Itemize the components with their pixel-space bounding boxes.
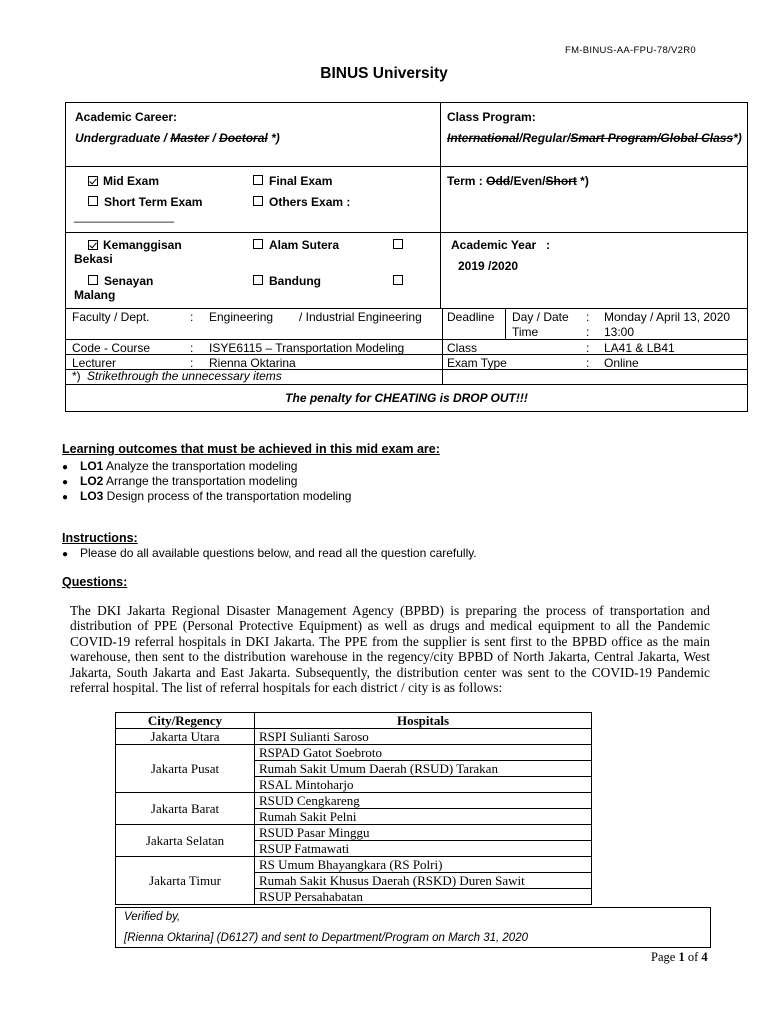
list-item [62,459,351,474]
exam-type-colon: : [586,356,590,370]
hospital-table [115,712,592,905]
question-paragraph: The DKI Jakarta Regional Disaster Management Agency (BPBD) is preparing the process of transportation and distribution of PPE (Personal Protective Equipment) as well as drugs and medical equipment to all the Pandemic COVID-19 referral hospitals in DKI Jakarta. The PPE from the supplier is sent first to the BPBD office as the main warehouse, then sent to the distribution warehouse in the regency/city BPBD of North Jakarta, Central Jakarta, West Jakarta, South Jakarta and East Jakarta. Subsequently, the distribution center was sent to the COVID-19 Pandemic referral hospital. The list of referral hospitals for each district / city is as follows: [70,603,710,696]
unchecked-box-icon [253,175,263,185]
divider [440,102,441,308]
lo-text: Design process of the transportation modeling [103,489,352,503]
hospital-cell: RSPAD Gatot Soebroto [255,745,592,761]
city-cell: Jakarta Barat [116,793,255,825]
divider [65,308,748,309]
campus-alam-sutera: Alam Sutera [269,238,340,252]
class-program-label: Class Program: [447,110,536,124]
hospital-cell: RSPI Sulianti Saroso [255,729,592,745]
bullet-icon: ● [62,477,69,488]
checkbox-bandung[interactable] [253,274,321,288]
lo-code: LO2 [80,474,104,488]
faculty-colon: : [190,310,194,324]
term-short: Short [545,174,577,188]
academic-year-value: 2019 /2020 [458,259,519,273]
hospital-cell: RSAL Mintoharjo [255,777,592,793]
lecturer-label: Lecturer [72,356,117,370]
campus-malang: Malang [74,288,116,302]
hospital-cell: RS Umum Bhayangkara (RS Polri) [255,857,592,873]
city-cell: Jakarta Selatan [116,825,255,857]
table-row [116,793,592,809]
day-date-value: Monday / April 13, 2020 [604,310,731,324]
unchecked-box-icon [393,239,403,249]
page-of: of [684,950,702,964]
others-exam-label: Others Exam : [269,195,351,209]
day-date-colon: : [586,310,590,324]
class-program-value [447,131,742,145]
checkbox-malang[interactable] [393,274,409,288]
term-label: Term : [447,174,487,188]
term-note: *) [576,174,589,188]
academic-career-label: Academic Career: [75,110,178,124]
bullet-icon: ● [62,462,69,473]
checkbox-final-exam[interactable] [253,174,332,188]
unchecked-box-icon [253,239,263,249]
exam-type-value: Online [604,356,639,370]
bullet-icon: ● [62,492,69,503]
exam-header-table [65,102,748,412]
divider [65,339,748,340]
hospital-cell: RSUD Pasar Minggu [255,825,592,841]
class-label: Class [447,341,478,355]
penalty-warning: The penalty for CHEATING is DROP OUT!!! [285,391,528,405]
unchecked-box-icon [253,275,263,285]
academic-year-label: Academic Year : [451,238,551,252]
campus-kemanggisan: Kemanggisan [103,238,182,252]
university-title: BINUS University [320,65,448,82]
career-note: *) [267,131,280,145]
checkbox-bekasi[interactable] [393,238,409,252]
page-current: 1 [678,950,685,964]
learning-outcomes-heading: Learning outcomes that must be achieved in this mid exam are: [62,442,440,456]
program-note: *) [733,131,742,145]
final-exam-label: Final Exam [269,174,333,188]
table-header-row [116,713,592,729]
term-even: /Even/ [510,174,546,188]
hospital-cell: RSUD Cengkareng [255,793,592,809]
code-course-value: ISYE6115 – Transportation Modeling [209,341,405,355]
hospital-cell: Rumah Sakit Khusus Daerah (RSKD) Duren Sawit [255,873,592,889]
academic-career-value [75,131,280,145]
table-row [116,825,592,841]
deadline-label: Deadline [447,310,495,324]
checkbox-short-term-exam[interactable] [88,195,202,209]
campus-bekasi: Bekasi [74,252,113,266]
class-value: LA41 & LB41 [604,341,675,355]
questions-heading: Questions: [62,575,128,589]
unchecked-box-icon [88,196,98,206]
strikethrough-note [72,369,282,383]
lo-text: Analyze the transportation modeling [103,459,298,473]
verification-details: [Rienna Oktarina] (D6127) and sent to Department/Program on March 31, 2020 [124,932,528,944]
faculty-value: Engineering [209,310,274,324]
note-text: Strikethrough the unnecessary items [87,369,282,383]
hospital-cell: RSUP Persahabatan [255,889,592,905]
checkbox-others-exam[interactable] [253,195,350,209]
checkbox-kemanggisan[interactable] [88,238,182,252]
career-slash: / [209,131,220,145]
hospital-cell: Rumah Sakit Umum Daerah (RSUD) Tarakan [255,761,592,777]
short-term-exam-label: Short Term Exam [104,195,203,209]
program-smart-global: Smart Program/Global Class [570,131,734,145]
career-undergraduate: Undergraduate / [75,131,168,145]
exam-type-label: Exam Type [447,356,507,370]
lo-code: LO1 [80,459,104,473]
lecturer-value: Rienna Oktarina [209,356,296,370]
mid-exam-label: Mid Exam [103,174,160,188]
unchecked-box-icon [393,275,403,285]
unchecked-box-icon [88,275,98,285]
code-course-colon: : [190,341,194,355]
campus-senayan: Senayan [104,274,154,288]
instruction-text: Please do all available questions below, and read all the question carefully. [80,546,477,560]
list-item [62,489,351,504]
column-header-city: City/Regency [116,713,255,729]
page-number [651,950,708,965]
checkbox-alam-sutera[interactable] [253,238,339,252]
checkbox-mid-exam[interactable] [88,174,159,188]
page-prefix: Page [651,950,679,964]
list-item [62,474,351,489]
department-value: / Industrial Engineering [299,310,422,324]
form-code: FM-BINUS-AA-FPU-78/V2R0 [565,45,696,56]
lo-code: LO3 [80,489,104,503]
others-exam-blank: _______________ [74,209,175,223]
divider [505,308,506,339]
table-row [116,857,592,873]
verified-by-label: Verified by, [124,911,181,923]
term-value [447,174,589,188]
hospital-cell: Rumah Sakit Pelni [255,809,592,825]
table-row [116,745,592,761]
time-value: 13:00 [604,325,635,339]
unchecked-box-icon [253,196,263,206]
verification-box [115,907,711,948]
bullet-icon: ● [62,549,69,560]
time-colon: : [586,325,590,339]
campus-bandung: Bandung [269,274,321,288]
instructions-heading: Instructions: [62,531,138,545]
class-colon: : [586,341,590,355]
page-total: 4 [701,950,708,964]
term-odd: Odd [486,174,511,188]
instruction-item [62,546,477,560]
checked-box-icon [88,240,98,250]
divider [65,384,748,385]
career-doctoral: Doctoral [219,131,268,145]
city-cell: Jakarta Pusat [116,745,255,793]
city-cell: Jakarta Timur [116,857,255,905]
column-header-hospitals: Hospitals [255,713,592,729]
career-master: Master [170,131,210,145]
program-regular: /Regular/ [519,131,571,145]
checkbox-senayan[interactable] [88,274,153,288]
city-cell: Jakarta Utara [116,729,255,745]
lo-text: Arrange the transportation modeling [103,474,298,488]
hospital-cell: RSUP Fatmawati [255,841,592,857]
divider [65,232,748,233]
day-date-label: Day / Date [512,310,569,324]
divider [442,308,443,384]
checked-box-icon [88,176,98,186]
divider [65,166,748,167]
time-label: Time [512,325,539,339]
lecturer-colon: : [190,356,194,370]
code-course-label: Code - Course [72,341,151,355]
program-international: International [447,131,520,145]
table-row [116,729,592,745]
learning-outcomes-list [62,459,351,504]
faculty-label: Faculty / Dept. [72,310,150,324]
note-mark: *) [72,369,81,383]
